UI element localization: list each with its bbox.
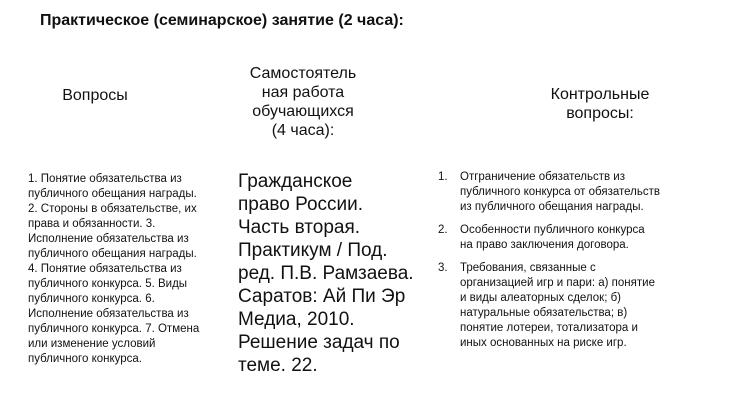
control-question-text: Особенности публичного конкурса на право заключения договора. [460, 224, 645, 251]
control-question-number: 3. [438, 262, 448, 274]
control-question-number: 1. [438, 171, 448, 183]
control-question-item [438, 170, 738, 215]
control-question-text: Отграничение обязательств из публичного конкурса от обязательств из публичного обещания награды. [460, 171, 660, 213]
page-title: Практическое (семинарское) занятие (2 часа): [40, 12, 404, 29]
control-question-text: Требования, связанные с организацией игр и пари: а) понятие и виды алеаторных сделок; б) натуральные обязательства; в) понятие лотереи, тотализатора и иных основанных на риске игр. [460, 262, 655, 349]
self-work-reference: Гражданское право России. Часть вторая. Практикум / Под. ред. П.В. Рамзаева. Саратов: Ай Пи Эр Медиа, 2010. Решение задач по теме. 22. [238, 171, 414, 376]
control-question-item [438, 223, 738, 253]
control-questions-list [438, 170, 738, 359]
control-question-number: 2. [438, 224, 448, 236]
self-work-header: Самостоятель ная работа обучающихся (4 часа): [249, 65, 357, 139]
control-question-item [438, 261, 738, 351]
questions-list: 1. Понятие обязательства из публичного обещания награды. 2. Стороны в обязательстве, их права и обязанности. 3. Исполнение обязательства из публичного обещания награды. 4. Понятие обязательства из публичного конкурса. 5. Виды публичного конкурса. 6. Исполнение обязательства из публичного конкурса. 7. Отмена или изменение условий публичного конкурса. [28, 173, 200, 365]
control-questions-header: Контрольные вопросы: [550, 86, 650, 122]
questions-header: Вопросы [62, 87, 128, 104]
